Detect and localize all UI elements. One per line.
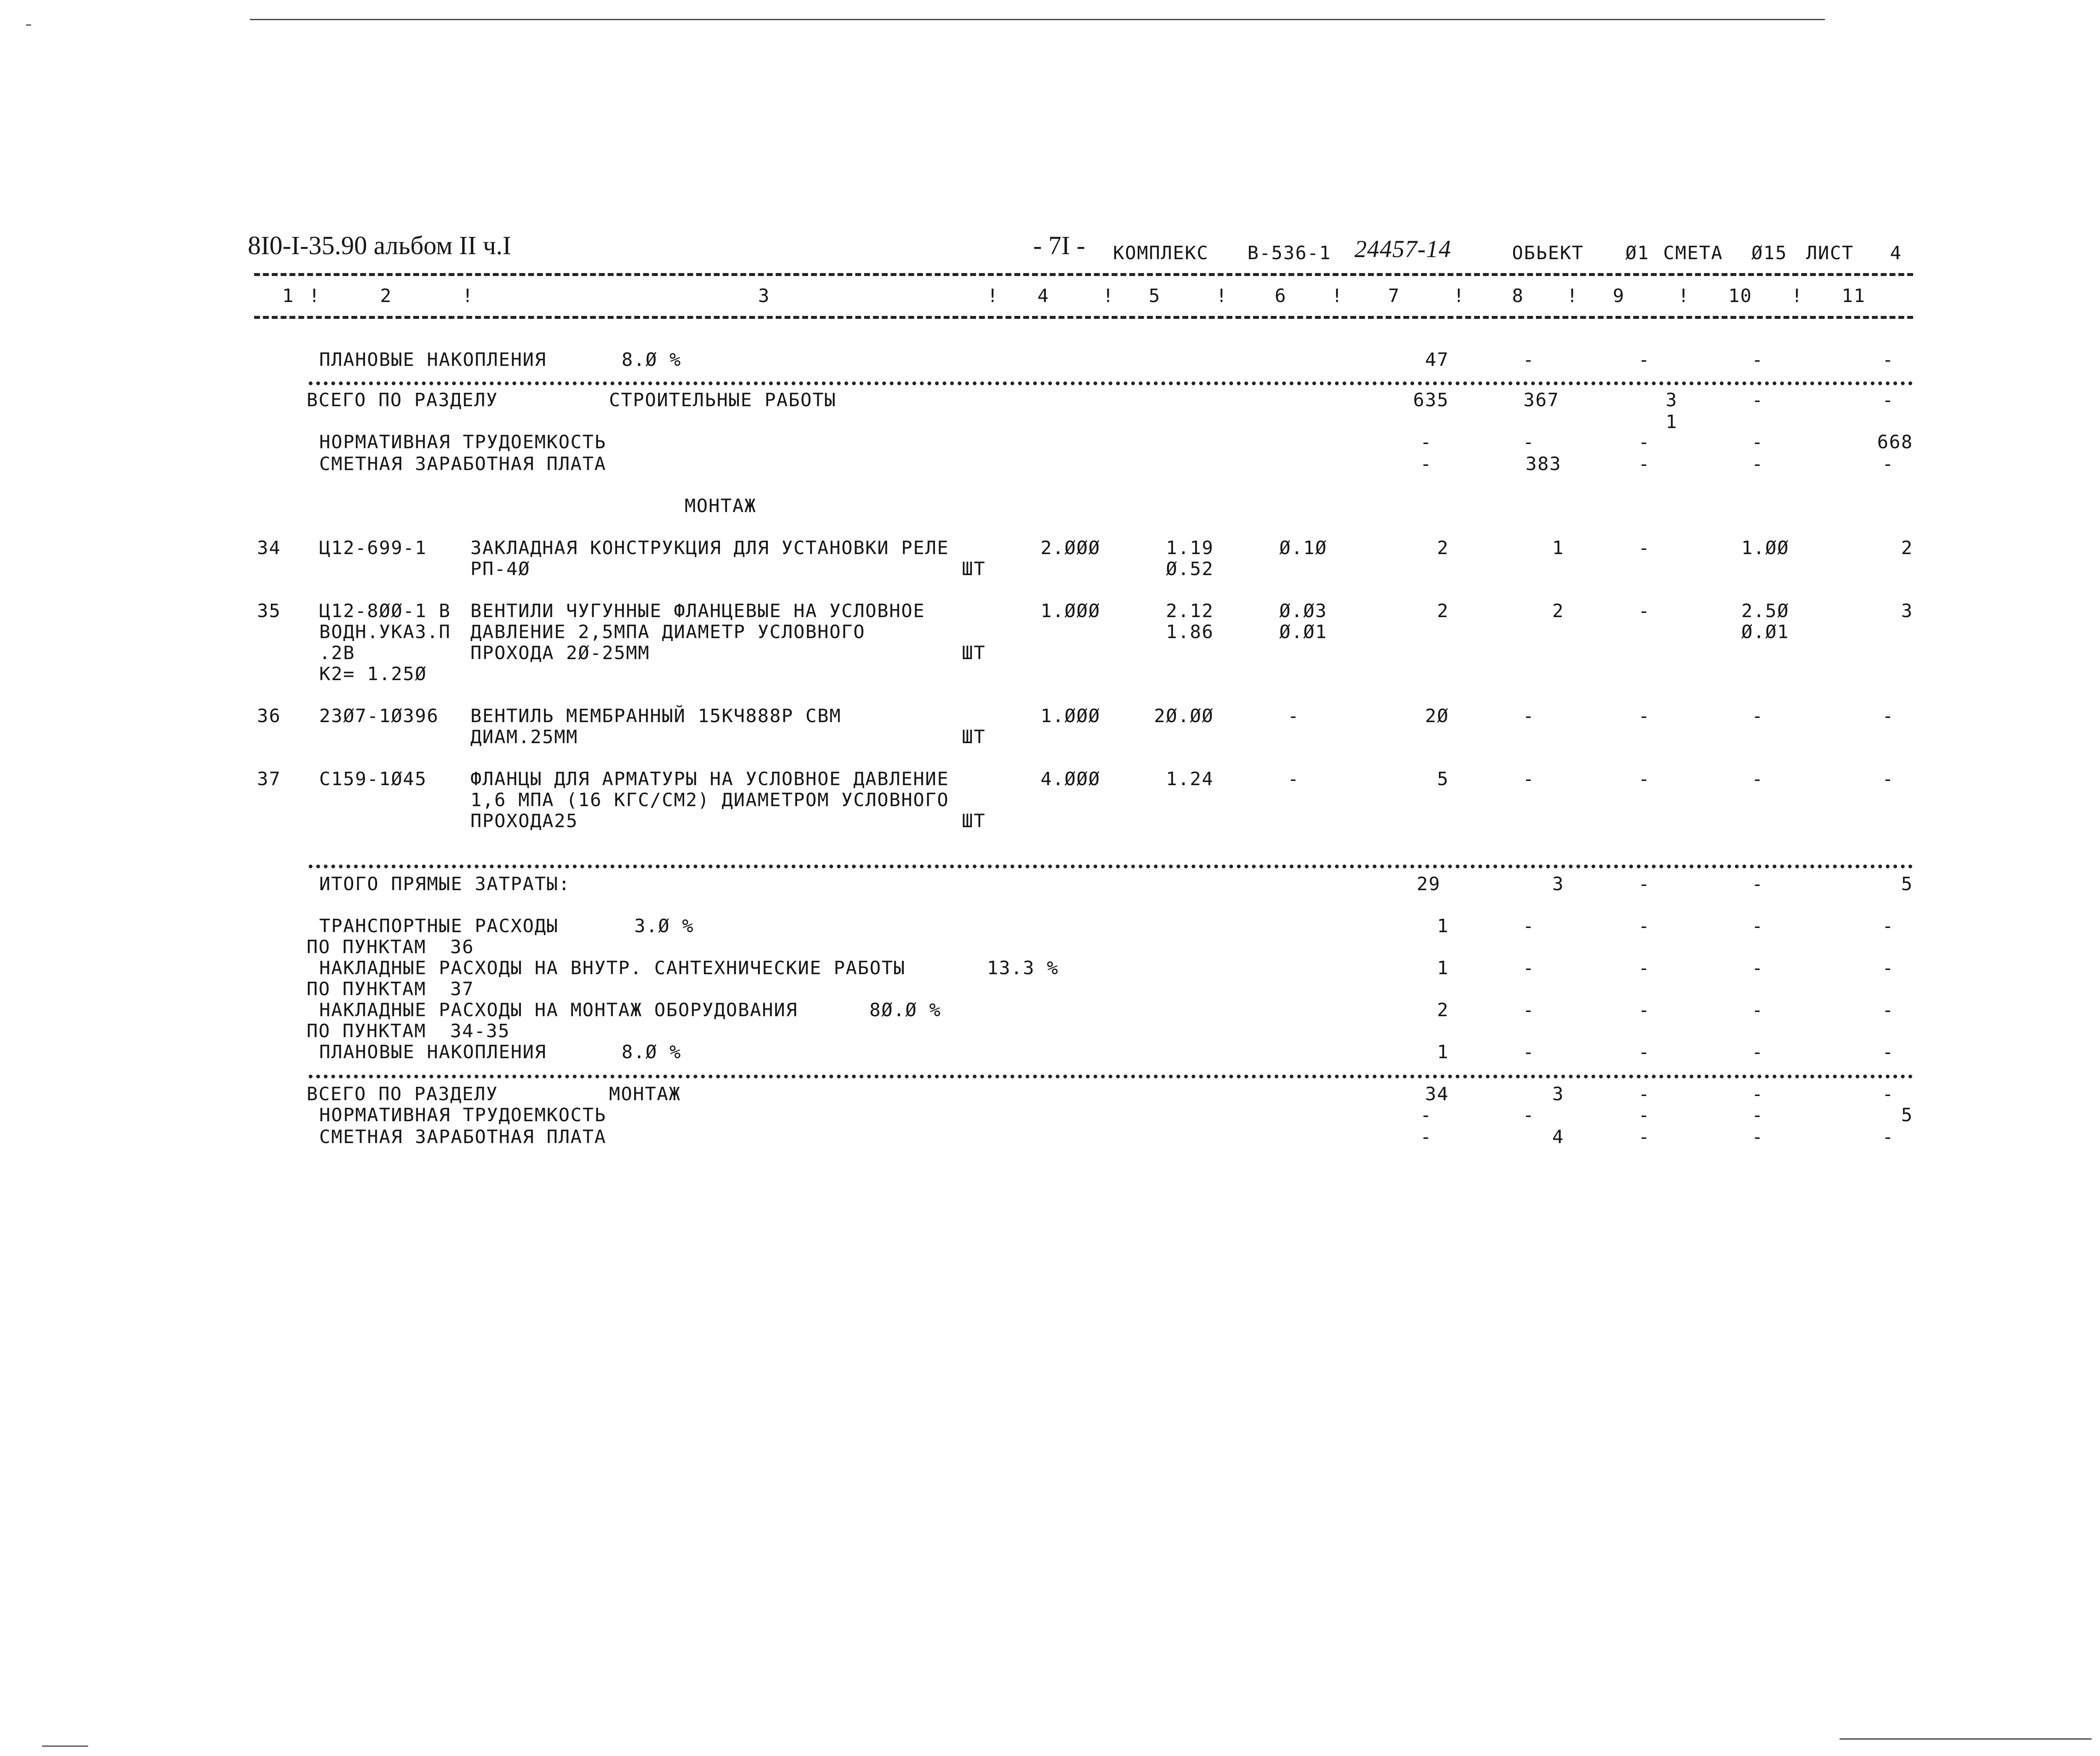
col-sep: ! — [987, 285, 999, 307]
complex-label: КОМПЛЕКС — [1113, 242, 1209, 264]
col-sep: ! — [1678, 285, 1690, 307]
corner-mark-bottom-left — [42, 1745, 88, 1747]
item-code: Ц12-8ØØ-1 В — [319, 600, 451, 622]
transport-points: ПО ПУНКТАМ 36 — [307, 936, 474, 958]
labor-c7: - — [1420, 1104, 1432, 1126]
top-scan-line — [250, 19, 1825, 20]
item-col11: - — [1882, 705, 1894, 727]
direct-costs-c7: 29 — [1417, 873, 1441, 895]
col-sep: ! — [1567, 285, 1579, 307]
dotted-rule — [309, 381, 1913, 385]
section-total-name: МОНТАЖ — [609, 1083, 681, 1105]
section-total-c10: - — [1751, 389, 1764, 411]
planned-savings-label: ПЛАНОВЫЕ НАКОПЛЕНИЯ — [319, 1041, 547, 1063]
item-description: ДАВЛЕНИЕ 2,5МПА ДИАМЕТР УСЛОВНОГО — [470, 621, 866, 643]
item-col6: - — [1287, 705, 1300, 727]
item-code: С159-1Ø45 — [319, 768, 427, 790]
labor-c10: - — [1751, 1104, 1764, 1126]
wages-c10: - — [1751, 1126, 1764, 1148]
item-col10: 1.ØØ — [1741, 537, 1789, 559]
bottom-right-scan-line — [1840, 1738, 2092, 1740]
col-sep: ! — [1331, 285, 1344, 307]
overhead-plumbing-c8: - — [1522, 957, 1535, 979]
object-number: Ø1 — [1625, 242, 1649, 264]
item-col10: 2.5Ø — [1741, 600, 1789, 622]
planned-savings-c10: - — [1751, 1041, 1764, 1063]
planned-savings-label: ПЛАНОВЫЕ НАКОПЛЕНИЯ — [319, 349, 547, 371]
transport-pct: 3.Ø % — [634, 915, 694, 937]
overhead-plumbing-c11: - — [1882, 957, 1894, 979]
item-unit: ШТ — [962, 642, 986, 664]
col-num-4: 4 — [1037, 285, 1050, 307]
wages-c10: - — [1751, 453, 1764, 475]
item-description: ПРОХОДА25 — [470, 810, 578, 832]
planned-savings-pct: 8.Ø % — [622, 349, 682, 371]
col-num-8: 8 — [1512, 285, 1524, 307]
labor-c7: - — [1420, 431, 1432, 453]
item-description: ПРОХОДА 2Ø-25ММ — [470, 642, 650, 664]
item-code: .2В — [319, 642, 355, 664]
direct-costs-c10: - — [1751, 873, 1764, 895]
item-col8: - — [1522, 768, 1535, 790]
col-sep: ! — [309, 285, 321, 307]
wages-c8: 4 — [1552, 1126, 1564, 1148]
planned-savings-c10: - — [1751, 349, 1764, 371]
item-col6: - — [1287, 768, 1300, 790]
planned-savings-c9: - — [1638, 349, 1651, 371]
col-num-10: 10 — [1728, 285, 1752, 307]
item-col8: 1 — [1552, 537, 1564, 559]
item-unit-price: 1.19 — [1166, 537, 1214, 559]
col-num-5: 5 — [1149, 285, 1161, 307]
overhead-mounting-c7: 2 — [1437, 999, 1449, 1021]
overhead-plumbing-points: ПО ПУНКТАМ 37 — [307, 978, 474, 1000]
col-num-3: 3 — [758, 285, 770, 307]
wages-c9: - — [1638, 1126, 1651, 1148]
wages-c8: 383 — [1525, 453, 1562, 475]
section-total-c10: - — [1751, 1083, 1764, 1105]
col-num-9: 9 — [1613, 285, 1625, 307]
planned-savings-pct: 8.Ø % — [622, 1041, 682, 1063]
item-coefficient: К2= 1.25Ø — [319, 663, 427, 685]
overhead-mounting-points: ПО ПУНКТАМ 34-35 — [307, 1020, 510, 1042]
wages-c7: - — [1420, 453, 1432, 475]
item-col11: 3 — [1901, 600, 1913, 622]
overhead-mounting-c11: - — [1882, 999, 1894, 1021]
section-total-label: ВСЕГО ПО РАЗДЕЛУ — [307, 389, 498, 411]
item-description: ВЕНТИЛИ ЧУГУННЫЕ ФЛАНЦЕВЫЕ НА УСЛОВНОЕ — [470, 600, 925, 622]
overhead-mounting-c9: - — [1638, 999, 1651, 1021]
labor-label: НОРМАТИВНАЯ ТРУДОЕМКОСТЬ — [319, 431, 606, 453]
labor-c8: - — [1522, 431, 1535, 453]
planned-savings-c8: - — [1522, 349, 1535, 371]
section-total-c11: - — [1882, 389, 1894, 411]
col-sep: ! — [462, 285, 474, 307]
item-unit: ШТ — [962, 558, 986, 580]
planned-savings-c11: - — [1882, 1041, 1894, 1063]
transport-c7: 1 — [1437, 915, 1449, 937]
labor-c11: 668 — [1877, 431, 1913, 453]
album-reference: 8I0-I-35.90 альбом II ч.I — [248, 231, 512, 260]
col-num-6: 6 — [1275, 285, 1287, 307]
planned-savings-c8: - — [1522, 1041, 1535, 1063]
col-num-2: 2 — [380, 285, 392, 307]
item-description: ФЛАНЦЫ ДЛЯ АРМАТУРЫ НА УСЛОВНОЕ ДАВЛЕНИЕ — [470, 768, 949, 790]
item-description: 1,6 МПА (16 КГС/СМ2) ДИАМЕТРОМ УСЛОВНОГО — [470, 789, 949, 811]
handwritten-code: 24457-14 — [1354, 235, 1452, 263]
corner-mark-top-left — [26, 24, 31, 32]
header-rule-bottom — [254, 316, 1913, 319]
item-col9: - — [1638, 768, 1651, 790]
overhead-mounting-label: НАКЛАДНЫЕ РАСХОДЫ НА МОНТАЖ ОБОРУДОВАНИЯ — [319, 999, 798, 1021]
wages-c11: - — [1882, 453, 1894, 475]
overhead-plumbing-c7: 1 — [1437, 957, 1449, 979]
section-total-c7: 635 — [1413, 389, 1449, 411]
wages-c9: - — [1638, 453, 1651, 475]
overhead-mounting-c10: - — [1751, 999, 1764, 1021]
page-number: - 7I - — [1033, 231, 1085, 260]
item-quantity: 1.ØØØ — [1040, 600, 1100, 622]
labor-c9: - — [1638, 1104, 1651, 1126]
item-col7: 2 — [1437, 537, 1449, 559]
overhead-plumbing-c10: - — [1751, 957, 1764, 979]
item-col11: 2 — [1901, 537, 1913, 559]
item-col6: Ø.1Ø — [1279, 537, 1327, 559]
item-description: ДИАМ.25ММ — [470, 726, 578, 748]
item-col10: Ø.Ø1 — [1741, 621, 1789, 643]
labor-c11: 5 — [1901, 1104, 1913, 1126]
item-unit-price: 2.12 — [1166, 600, 1214, 622]
wages-label: СМЕТНАЯ ЗАРАБОТНАЯ ПЛАТА — [319, 453, 606, 475]
transport-c8: - — [1522, 915, 1535, 937]
planned-savings-c7: 1 — [1437, 1041, 1449, 1063]
sheet-number: 4 — [1890, 242, 1902, 264]
item-number: 34 — [257, 537, 281, 559]
transport-c11: - — [1882, 915, 1894, 937]
direct-costs-c11: 5 — [1901, 873, 1913, 895]
item-description: РП-4Ø — [470, 558, 530, 580]
col-sep: ! — [1791, 285, 1803, 307]
item-col8: - — [1522, 705, 1535, 727]
section-total-c11: - — [1882, 1083, 1894, 1105]
labor-label: НОРМАТИВНАЯ ТРУДОЕМКОСТЬ — [319, 1104, 606, 1126]
item-description: ЗАКЛАДНАЯ КОНСТРУКЦИЯ ДЛЯ УСТАНОВКИ РЕЛЕ — [470, 537, 949, 559]
section-total-c9: 3 — [1665, 389, 1678, 411]
section-title: МОНТАЖ — [685, 495, 756, 517]
item-col7: 5 — [1437, 768, 1449, 790]
item-col8: 2 — [1552, 600, 1564, 622]
direct-costs-label: ИТОГО ПРЯМЫЕ ЗАТРАТЫ: — [319, 873, 571, 895]
item-code: ВОДН.УКАЗ.П — [319, 621, 451, 643]
col-sep: ! — [1216, 285, 1228, 307]
section-total-c8: 367 — [1523, 389, 1559, 411]
overhead-plumbing-c9: - — [1638, 957, 1651, 979]
item-number: 36 — [257, 705, 281, 727]
item-col10: - — [1751, 705, 1764, 727]
object-label: ОБЬЕКТ — [1512, 242, 1584, 264]
item-number: 37 — [257, 768, 281, 790]
col-sep: ! — [1453, 285, 1465, 307]
item-col9: - — [1638, 600, 1651, 622]
col-num-1: 1 — [282, 285, 294, 307]
item-quantity: 2.ØØØ — [1040, 537, 1100, 559]
section-total-name: СТРОИТЕЛЬНЫЕ РАБОТЫ — [609, 389, 837, 411]
overhead-mounting-pct: 8Ø.Ø % — [869, 999, 941, 1021]
labor-c9: - — [1638, 431, 1651, 453]
item-unit-price: Ø.52 — [1166, 558, 1214, 580]
wages-c7: - — [1420, 1126, 1432, 1148]
item-code: Ц12-699-1 — [319, 537, 427, 559]
wages-c11: - — [1882, 1126, 1894, 1148]
item-quantity: 4.ØØØ — [1040, 768, 1100, 790]
dotted-rule — [309, 1075, 1913, 1078]
planned-savings-c9: - — [1638, 1041, 1651, 1063]
sheet-label: ЛИСТ — [1806, 242, 1854, 264]
item-col7: 2Ø — [1425, 705, 1449, 727]
overhead-plumbing-label: НАКЛАДНЫЕ РАСХОДЫ НА ВНУТР. САНТЕХНИЧЕСКИЕ РАБОТЫ — [319, 957, 906, 979]
item-col6: Ø.Ø3 — [1279, 600, 1327, 622]
overhead-plumbing-pct: 13.3 % — [987, 957, 1059, 979]
item-description: ВЕНТИЛЬ МЕМБРАННЫЙ 15КЧ888Р СВМ — [470, 705, 842, 727]
dotted-rule — [309, 865, 1913, 868]
item-unit: ШТ — [962, 810, 986, 832]
col-num-11: 11 — [1842, 285, 1866, 307]
transport-label: ТРАНСПОРТНЫЕ РАСХОДЫ — [319, 915, 559, 937]
item-unit-price: 2Ø.ØØ — [1154, 705, 1214, 727]
header-rule-top — [254, 273, 1913, 276]
item-col6: Ø.Ø1 — [1279, 621, 1327, 643]
labor-c10: - — [1751, 431, 1764, 453]
col-num-7: 7 — [1388, 285, 1400, 307]
item-number: 35 — [257, 600, 281, 622]
item-code: 23Ø7-1Ø396 — [319, 705, 439, 727]
section-total-c9: - — [1638, 1083, 1651, 1105]
item-col11: - — [1882, 768, 1894, 790]
item-col9: - — [1638, 705, 1651, 727]
section-total-c9-second-line: 1 — [1665, 411, 1678, 433]
section-total-label: ВСЕГО ПО РАЗДЕЛУ — [307, 1083, 498, 1105]
direct-costs-c9: - — [1638, 873, 1651, 895]
section-total-c8: 3 — [1552, 1083, 1564, 1105]
smeta-number: Ø15 — [1751, 242, 1788, 264]
item-col10: - — [1751, 768, 1764, 790]
labor-c8: - — [1522, 1104, 1535, 1126]
smeta-label: СМЕТА — [1663, 242, 1723, 264]
col-sep: ! — [1102, 285, 1115, 307]
direct-costs-c8: 3 — [1552, 873, 1564, 895]
item-unit-price: 1.24 — [1166, 768, 1214, 790]
item-unit: ШТ — [962, 726, 986, 748]
planned-savings-c7: 47 — [1425, 349, 1449, 371]
item-col7: 2 — [1437, 600, 1449, 622]
overhead-mounting-c8: - — [1522, 999, 1535, 1021]
complex-code: В-536-1 — [1247, 242, 1331, 264]
item-quantity: 1.ØØØ — [1040, 705, 1100, 727]
transport-c9: - — [1638, 915, 1651, 937]
section-total-c7: 34 — [1425, 1083, 1449, 1105]
wages-label: СМЕТНАЯ ЗАРАБОТНАЯ ПЛАТА — [319, 1126, 606, 1148]
planned-savings-c11: - — [1882, 349, 1894, 371]
transport-c10: - — [1751, 915, 1764, 937]
item-col9: - — [1638, 537, 1651, 559]
item-unit-price: 1.86 — [1166, 621, 1214, 643]
